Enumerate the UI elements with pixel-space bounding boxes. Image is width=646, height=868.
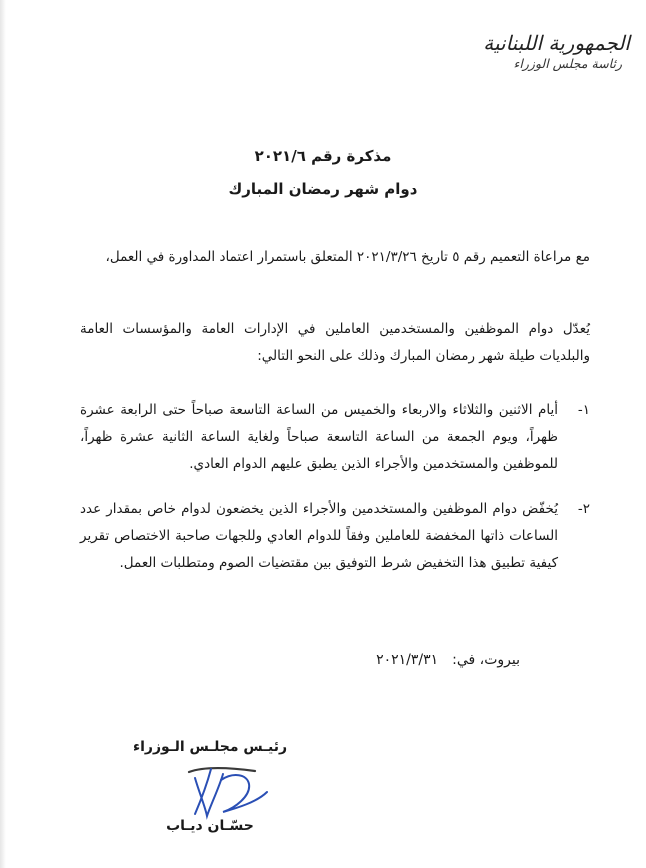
reference-paragraph: مع مراعاة التعميم رقم ٥ تاريخ ٢٠٢١/٣/٢٦ المتعلق باستمرار اعتماد المداورة في العمل،: [105, 249, 590, 265]
list-item-number: ٢-: [577, 501, 590, 517]
dateline-place: بيروت، في:: [452, 652, 520, 668]
letterhead-presidency: رئاسة مجلس الوزراء: [513, 56, 622, 71]
list-item: [80, 397, 590, 478]
handwritten-signature: [175, 762, 275, 822]
list-item-number: ١-: [577, 402, 590, 418]
signatory-title: رئيـس مجلـس الـوزراء: [132, 739, 288, 755]
list-item: [80, 496, 590, 577]
letterhead-republic: الجمهورية اللبنانية: [483, 31, 630, 55]
dateline-date: ٢٠٢١/٣/٣١: [376, 652, 439, 668]
memo-number: مذكرة رقم ٢٠٢١/٦: [254, 147, 392, 165]
memo-subject: دوام شهر رمضان المبارك: [228, 180, 418, 198]
scan-edge-shadow: [0, 0, 6, 868]
letterhead: [470, 30, 630, 72]
intro-paragraph: يُعدّل دوام الموظفين والمستخدمين العاملين في الإدارات العامة والمؤسسات العامة والبلديات طيلة شهر رمضان المبارك وذلك على النحو التالي:: [80, 321, 590, 364]
list-item-text: يُخفّض دوام الموظفين والمستخدمين والأجراء الذين يخضعون لدوام خاص بمقدار عدد الساعات ذاتها المخفضة للعاملين وفقاً للدوام العادي وللجهات صاحبة الاختصاص تقرير كيفية تطبيق هذا التخفيض شرط التوفيق بين مقتضيات الصوم ومتطلبات العمل.: [80, 501, 558, 571]
signatory-name: حسّـان ديـاب: [166, 818, 254, 834]
list-item-text: أيام الاثنين والثلاثاء والاربعاء والخميس من الساعة التاسعة صباحاً حتى الرابعة عشرة ظهراً، ويوم الجمعة من الساعة التاسعة صباحاً ولغاية الساعة الثانية عشرة ظهراً، للموظفين والمستخدمين والأجراء الذين يطبق عليهم الدوام العادي.: [80, 402, 558, 472]
dateline: [260, 648, 520, 672]
